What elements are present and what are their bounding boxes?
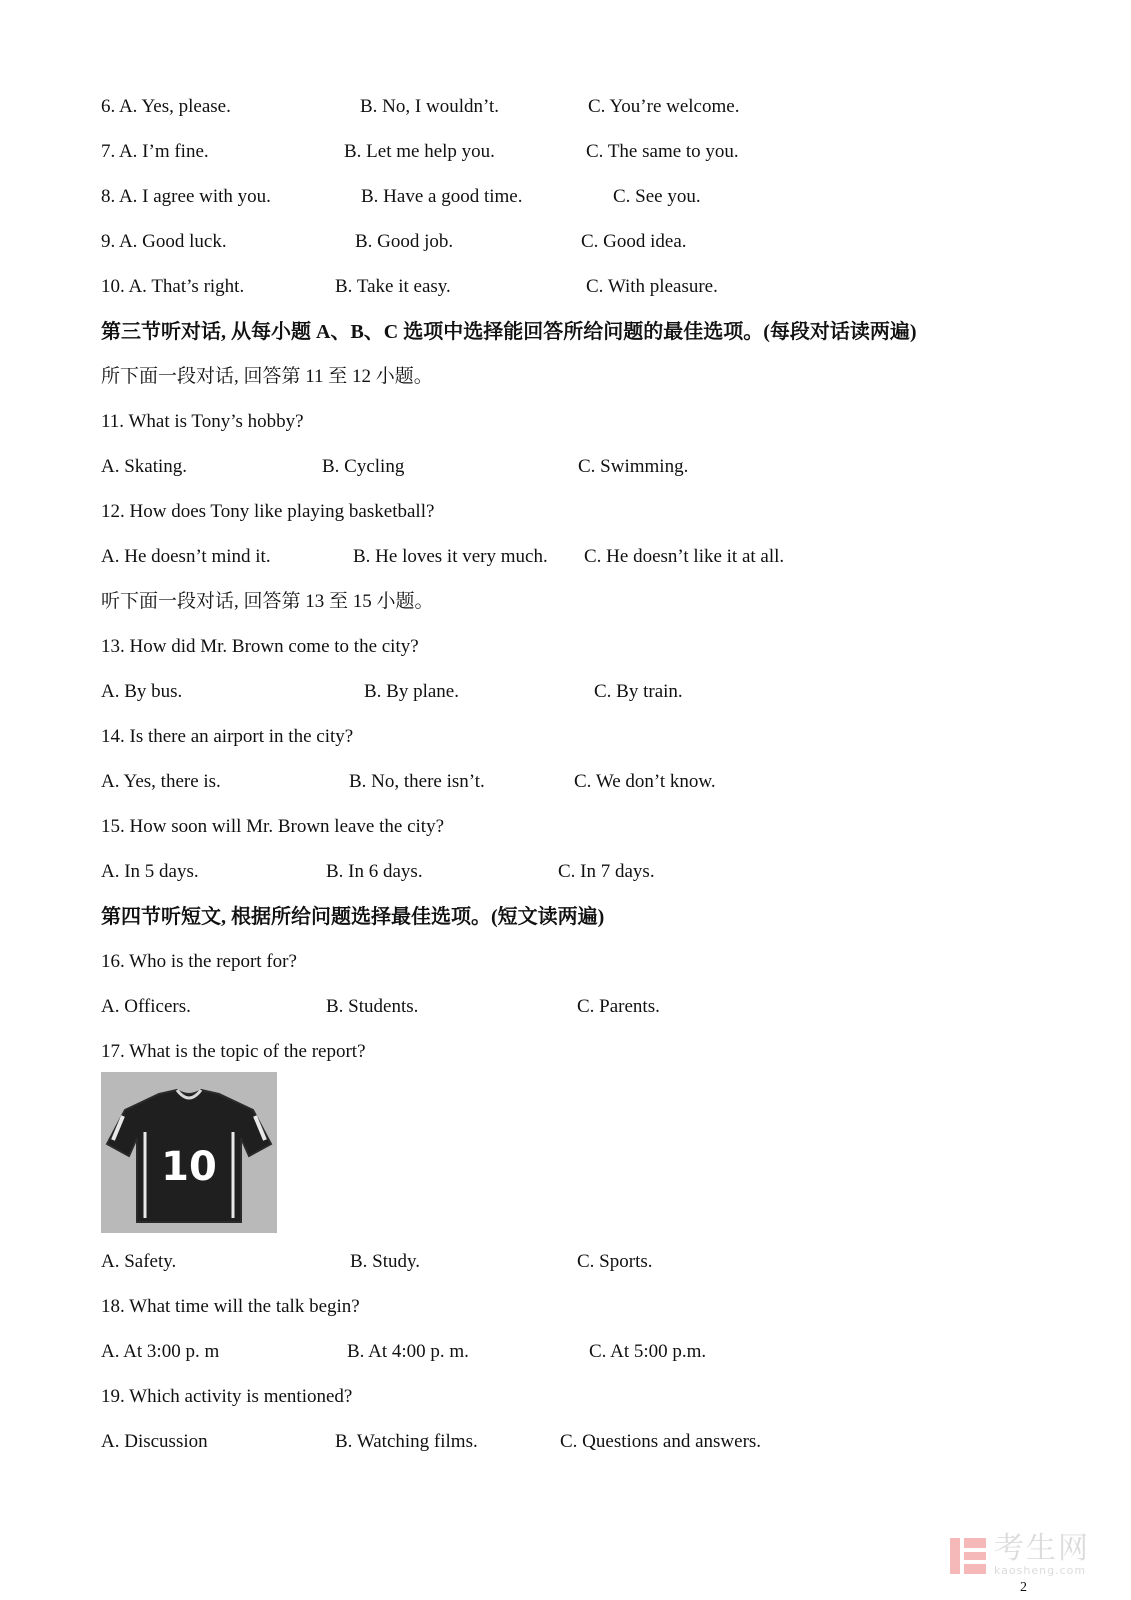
- q14-question: 14. Is there an airport in the city?: [101, 726, 354, 747]
- q19-option-a: A. Discussion: [101, 1431, 208, 1452]
- q13-option-c: C. By train.: [594, 681, 683, 702]
- q19-option-b: B. Watching films.: [335, 1431, 478, 1452]
- q6-stem: 6. A. Yes, please.: [101, 96, 231, 117]
- q6-option-b: B. No, I wouldn’t.: [360, 96, 499, 117]
- q11-option-a: A. Skating.: [101, 456, 188, 477]
- q13-option-b: B. By plane.: [364, 681, 459, 702]
- q9-stem: 9. A. Good luck.: [101, 231, 227, 252]
- q9-option-c: C. Good idea.: [581, 231, 687, 252]
- q16-option-a: A. Officers.: [101, 996, 191, 1017]
- q7-option-c: C. The same to you.: [586, 141, 739, 162]
- q17-option-b: B. Study.: [350, 1251, 421, 1272]
- q11-option-c: C. Swimming.: [578, 456, 689, 477]
- q12-option-c: C. He doesn’t like it at all.: [584, 546, 785, 567]
- dialogue-intro-2: 听下面一段对话, 回答第 13 至 15 小题。: [101, 591, 434, 612]
- q10-option-b: B. Take it easy.: [335, 276, 451, 297]
- q11-question: 11. What is Tony’s hobby?: [101, 411, 304, 432]
- q16-option-c: C. Parents.: [577, 996, 660, 1017]
- q13-question: 13. How did Mr. Brown come to the city?: [101, 636, 419, 657]
- q15-question: 15. How soon will Mr. Brown leave the city?: [101, 816, 445, 837]
- q19-question: 19. Which activity is mentioned?: [101, 1386, 353, 1407]
- jersey-image: [101, 1072, 277, 1233]
- q18-option-b: B. At 4:00 p. m.: [347, 1341, 469, 1362]
- q18-option-a: A. At 3:00 p. m: [101, 1341, 220, 1362]
- q6-option-c: C. You’re welcome.: [588, 96, 740, 117]
- q17-option-a: A. Safety.: [101, 1251, 177, 1272]
- dialogue-intro-1: 所下面一段对话, 回答第 11 至 12 小题。: [101, 366, 433, 387]
- q12-option-a: A. He doesn’t mind it.: [101, 546, 271, 567]
- kaosheng-logo-icon: [948, 1536, 988, 1576]
- q15-option-a: A. In 5 days.: [101, 861, 199, 882]
- q7-option-b: B. Let me help you.: [344, 141, 495, 162]
- q17-option-c: C. Sports.: [577, 1251, 653, 1272]
- q18-question: 18. What time will the talk begin?: [101, 1296, 360, 1317]
- q7-stem: 7. A. I’m fine.: [101, 141, 209, 162]
- q14-option-b: B. No, there isn’t.: [349, 771, 485, 792]
- page-number: 2: [1020, 1580, 1027, 1595]
- q10-option-c: C. With pleasure.: [586, 276, 718, 297]
- q10-stem: 10. A. That’s right.: [101, 276, 245, 297]
- q15-option-c: C. In 7 days.: [558, 861, 655, 882]
- section3-heading: 第三节听对话, 从每小题 A、B、C 选项中选择能回答所给问题的最佳选项。(每段对话读两遍): [101, 321, 917, 343]
- q12-question: 12. How does Tony like playing basketball?: [101, 501, 435, 522]
- q8-option-c: C. See you.: [613, 186, 701, 207]
- watermark-brand: 考生网: [994, 1531, 1090, 1566]
- q8-option-b: B. Have a good time.: [361, 186, 523, 207]
- section4-heading: 第四节听短文, 根据所给问题选择最佳选项。(短文读两遍): [101, 906, 605, 928]
- q11-option-b: B. Cycling: [322, 456, 405, 477]
- q16-question: 16. Who is the report for?: [101, 951, 297, 972]
- q13-option-a: A. By bus.: [101, 681, 183, 702]
- kaosheng-watermark: [948, 1531, 1090, 1577]
- q14-option-c: C. We don’t know.: [574, 771, 716, 792]
- q17-question: 17. What is the topic of the report?: [101, 1041, 366, 1062]
- jersey-icon: [101, 1072, 277, 1233]
- q15-option-b: B. In 6 days.: [326, 861, 423, 882]
- q14-option-a: A. Yes, there is.: [101, 771, 221, 792]
- q12-option-b: B. He loves it very much.: [353, 546, 548, 567]
- q18-option-c: C. At 5:00 p.m.: [589, 1341, 707, 1362]
- q9-option-b: B. Good job.: [355, 231, 454, 252]
- q19-option-c: C. Questions and answers.: [560, 1431, 762, 1452]
- q8-stem: 8. A. I agree with you.: [101, 186, 271, 207]
- jersey-number: 10: [161, 1144, 217, 1190]
- watermark-url: kaosheng.com: [994, 1564, 1087, 1577]
- q16-option-b: B. Students.: [326, 996, 419, 1017]
